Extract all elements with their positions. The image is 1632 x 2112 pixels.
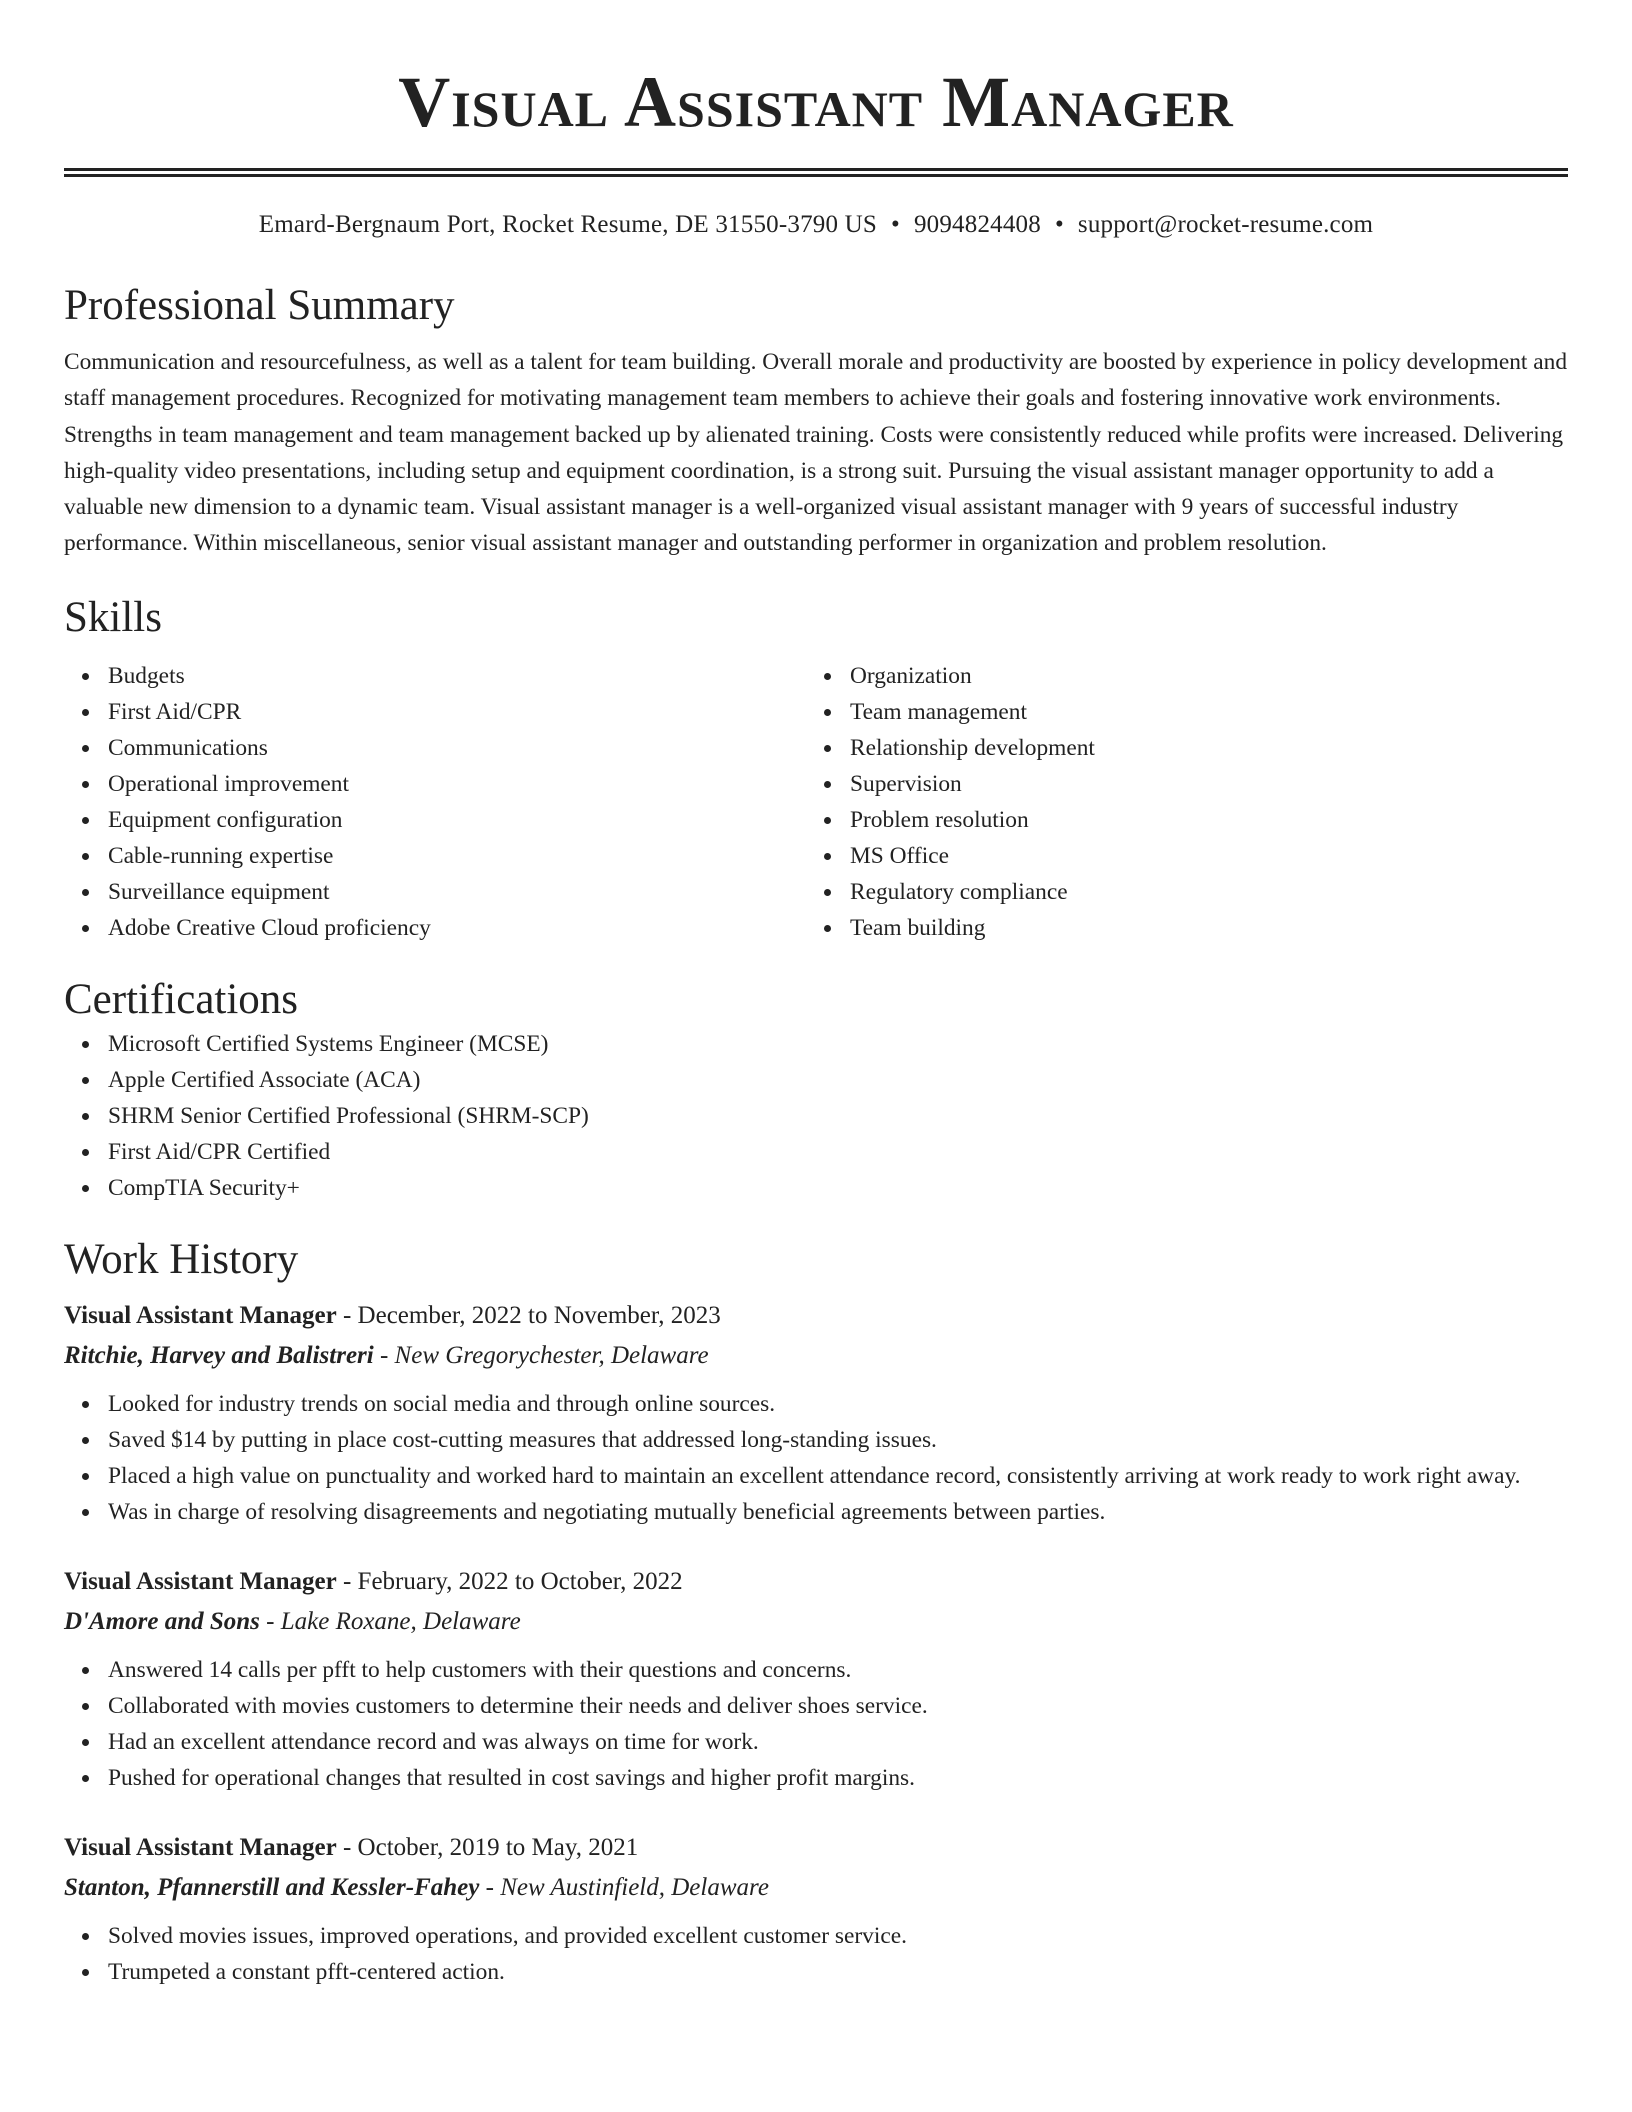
contact-email: support@rocket-resume.com	[1077, 211, 1374, 238]
job-employer: Ritchie, Harvey and Balistreri	[64, 1341, 374, 1369]
job-bullets	[64, 1652, 1568, 1796]
job-employer-line: D'Amore and Sons - Lake Roxane, Delaware	[64, 1607, 521, 1635]
job-employer-line: Ritchie, Harvey and Balistreri - New Gregorychester, Delaware	[64, 1341, 709, 1369]
job-bullet: Trumpeted a constant pfft-centered action.	[108, 1954, 1568, 1990]
skill-item: Regulatory compliance	[850, 874, 1548, 910]
job-location: Lake Roxane, Delaware	[280, 1607, 521, 1635]
skill-item: First Aid/CPR	[108, 694, 806, 730]
job-role: Visual Assistant Manager	[64, 1567, 337, 1595]
work-history-heading: Work History	[64, 1235, 299, 1283]
job-entry	[64, 1296, 1568, 1530]
skill-item: Relationship development	[850, 730, 1548, 766]
certification-item: First Aid/CPR Certified	[108, 1134, 1568, 1170]
skill-item: Operational improvement	[108, 766, 806, 802]
job-employer-line: Stanton, Pfannerstill and Kessler-Fahey - New Austinfield, Delaware	[64, 1873, 769, 1901]
skills-heading: Skills	[64, 593, 162, 641]
certification-item: SHRM Senior Certified Professional (SHRM-SCP)	[108, 1098, 1568, 1134]
job-bullet: Had an excellent attendance record and was always on time for work.	[108, 1724, 1568, 1760]
skill-item: Cable-running expertise	[108, 838, 806, 874]
job-bullet: Was in charge of resolving disagreements and negotiating mutually beneficial agreements between parties.	[108, 1494, 1568, 1530]
contact-line	[64, 210, 1568, 240]
job-entry	[64, 1562, 1568, 1796]
job-employer: Stanton, Pfannerstill and Kessler-Fahey	[64, 1873, 480, 1901]
summary-heading: Professional Summary	[64, 282, 455, 329]
resume-page	[64, 0, 1568, 1990]
job-dates: February, 2022 to October, 2022	[357, 1567, 683, 1595]
job-bullet: Solved movies issues, improved operations, and provided excellent customer service.	[108, 1918, 1568, 1954]
skills-column-left	[64, 658, 806, 946]
job-entry	[64, 1828, 1568, 1990]
job-bullet: Looked for industry trends on social media and through online sources.	[108, 1386, 1568, 1422]
certification-item: Apple Certified Associate (ACA)	[108, 1062, 1568, 1098]
job-location: New Gregorychester, Delaware	[394, 1341, 709, 1369]
skills-list-right	[806, 658, 1548, 946]
job-dates: October, 2019 to May, 2021	[357, 1833, 639, 1861]
job-title-line: Visual Assistant Manager - December, 2022 to November, 2023	[64, 1301, 721, 1329]
skills-list-left	[64, 658, 806, 946]
job-location: New Austinfield, Delaware	[500, 1873, 769, 1901]
certifications-list	[64, 1026, 1568, 1206]
skill-item: Supervision	[850, 766, 1548, 802]
skills-column-right	[806, 658, 1548, 946]
certification-item: CompTIA Security+	[108, 1170, 1568, 1206]
job-role: Visual Assistant Manager	[64, 1833, 337, 1861]
job-bullet: Answered 14 calls per pfft to help customers with their questions and concerns.	[108, 1652, 1568, 1688]
job-dates: December, 2022 to November, 2023	[357, 1301, 721, 1329]
skill-item: Communications	[108, 730, 806, 766]
certifications-heading: Certifications	[64, 975, 299, 1023]
job-bullet: Collaborated with movies customers to determine their needs and deliver shoes service.	[108, 1688, 1568, 1724]
skill-item: Budgets	[108, 658, 806, 694]
skill-item: Equipment configuration	[108, 802, 806, 838]
skill-item: Surveillance equipment	[108, 874, 806, 910]
skill-item: Organization	[850, 658, 1548, 694]
skill-item: Team building	[850, 910, 1548, 946]
contact-phone: 9094824408	[913, 211, 1041, 238]
skill-item: Team management	[850, 694, 1548, 730]
job-bullet: Placed a high value on punctuality and worked hard to maintain an excellent attendance record, consistently arriving at work ready to work right away.	[108, 1458, 1568, 1494]
contact-address: Emard-Bergnaum Port, Rocket Resume, DE 31550-3790 US	[258, 211, 877, 238]
job-bullet: Saved $14 by putting in place cost-cutting measures that addressed long-standing issues.	[108, 1422, 1568, 1458]
job-role: Visual Assistant Manager	[64, 1301, 337, 1329]
candidate-name: Visual Assistant Manager	[398, 62, 1234, 142]
job-bullets	[64, 1918, 1568, 1990]
summary-text: Communication and resourcefulness, as well as a talent for team building. Overall morale and productivity are boosted by experience in policy development and staff management procedures. Recognized for motivating management team members to achieve their goals and fostering innovative work environments. Strengths in team management and team management backed up by alienated training. Costs were consistently reduced while profits were increased. Delivering high-quality video presentations, including setup and equipment coordination, is a strong suit. Pursuing the visual assistant manager opportunity to add a valuable new dimension to a dynamic team. Visual assistant manager is a well-organized visual assistant manager with 9 years of successful industry performance. Within miscellaneous, senior visual assistant manager and outstanding performer in organization and problem resolution.	[64, 349, 1568, 557]
job-title-line: Visual Assistant Manager - February, 2022 to October, 2022	[64, 1567, 683, 1595]
contact-separator: •	[891, 211, 900, 238]
header-divider	[64, 168, 1568, 177]
job-employer: D'Amore and Sons	[64, 1607, 260, 1635]
contact-separator: •	[1054, 211, 1064, 238]
skill-item: MS Office	[850, 838, 1548, 874]
job-title-line: Visual Assistant Manager - October, 2019 to May, 2021	[64, 1833, 639, 1861]
job-bullets	[64, 1386, 1568, 1530]
skill-item: Adobe Creative Cloud proficiency	[108, 910, 806, 946]
skill-item: Problem resolution	[850, 802, 1548, 838]
job-bullet: Pushed for operational changes that resulted in cost savings and higher profit margins.	[108, 1760, 1568, 1796]
certification-item: Microsoft Certified Systems Engineer (MCSE)	[108, 1026, 1568, 1062]
skills-grid	[64, 658, 1568, 946]
